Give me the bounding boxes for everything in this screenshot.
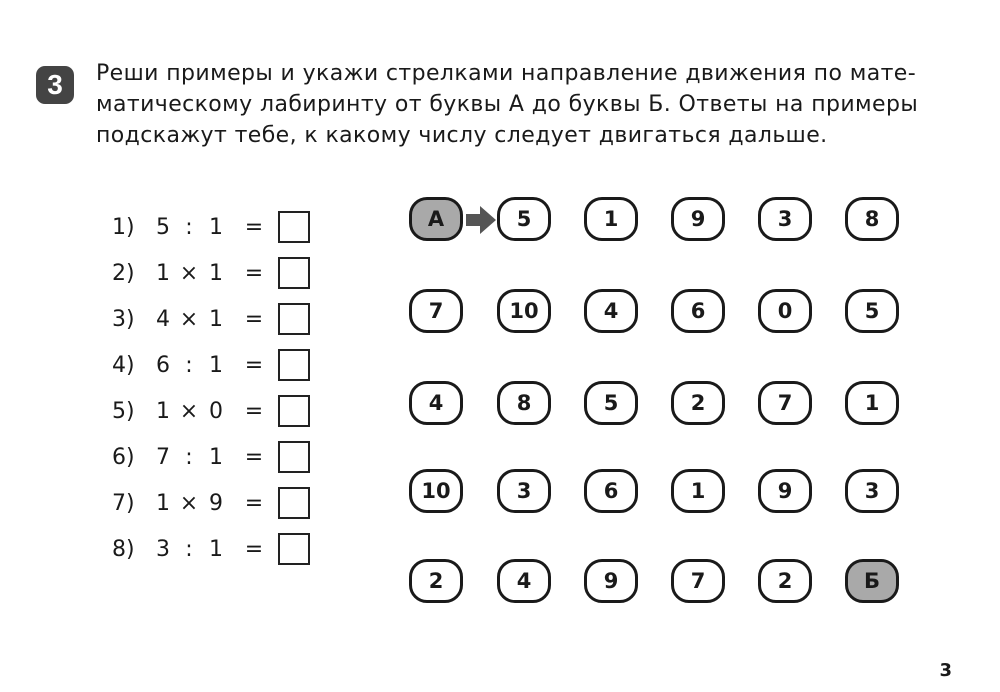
- maze-cell: 2: [758, 559, 812, 603]
- operand-b: 1: [209, 444, 223, 470]
- maze-start-cell: А: [409, 197, 463, 241]
- maze-cell: 6: [584, 469, 638, 513]
- maze-cell: 5: [845, 289, 899, 333]
- maze-cell: 3: [497, 469, 551, 513]
- operator: :: [185, 444, 193, 470]
- answer-box[interactable]: [278, 257, 310, 289]
- maze-cell: 7: [671, 559, 725, 603]
- task-instruction: [96, 58, 966, 151]
- maze-cell: 2: [671, 381, 725, 425]
- operand-a: 3: [156, 536, 170, 562]
- problem-number: 6): [112, 444, 135, 470]
- maze-cell: 8: [497, 381, 551, 425]
- maze-cell: 9: [671, 197, 725, 241]
- maze-cell: 1: [584, 197, 638, 241]
- operator: ×: [179, 398, 199, 424]
- operand-b: 1: [209, 536, 223, 562]
- instruction-line: подскажут тебе, к какому числу следует двигаться дальше.: [96, 123, 828, 148]
- operator: :: [185, 214, 193, 240]
- maze-cell: 6: [671, 289, 725, 333]
- maze-end-cell: Б: [845, 559, 899, 603]
- answer-box[interactable]: [278, 349, 310, 381]
- operator: ×: [179, 260, 199, 286]
- maze-cell: 5: [584, 381, 638, 425]
- operand-a: 5: [156, 214, 170, 240]
- maze-cell: 5: [497, 197, 551, 241]
- operator: :: [185, 352, 193, 378]
- equals-sign: =: [244, 398, 264, 424]
- maze-cell: 8: [845, 197, 899, 241]
- maze-cell: 10: [409, 469, 463, 513]
- problem-number: 2): [112, 260, 135, 286]
- problem-number: 8): [112, 536, 135, 562]
- operand-b: 1: [209, 260, 223, 286]
- maze-cell: 4: [497, 559, 551, 603]
- start-arrow-icon: [466, 206, 496, 234]
- equals-sign: =: [244, 306, 264, 332]
- operand-b: 1: [209, 306, 223, 332]
- maze-cell: 10: [497, 289, 551, 333]
- operand-a: 4: [156, 306, 170, 332]
- operator: :: [185, 536, 193, 562]
- problem-number: 5): [112, 398, 135, 424]
- operator: ×: [179, 490, 199, 516]
- maze-cell: 3: [758, 197, 812, 241]
- operator: ×: [179, 306, 199, 332]
- problem-number: 1): [112, 214, 135, 240]
- maze-cell: 4: [584, 289, 638, 333]
- answer-box[interactable]: [278, 487, 310, 519]
- equals-sign: =: [244, 260, 264, 286]
- operand-a: 6: [156, 352, 170, 378]
- maze-cell: 9: [758, 469, 812, 513]
- operand-b: 9: [209, 490, 223, 516]
- equals-sign: =: [244, 536, 264, 562]
- operand-a: 1: [156, 398, 170, 424]
- maze-cell: 7: [758, 381, 812, 425]
- equals-sign: =: [244, 214, 264, 240]
- maze-cell: 2: [409, 559, 463, 603]
- equals-sign: =: [244, 444, 264, 470]
- equals-sign: =: [244, 352, 264, 378]
- answer-box[interactable]: [278, 395, 310, 427]
- operand-a: 7: [156, 444, 170, 470]
- operand-a: 1: [156, 260, 170, 286]
- operand-b: 1: [209, 214, 223, 240]
- maze-cell: 4: [409, 381, 463, 425]
- instruction-line: матическому лабиринту от буквы А до буквы Б. Ответы на примеры: [96, 92, 919, 117]
- answer-box[interactable]: [278, 533, 310, 565]
- maze-cell: 3: [845, 469, 899, 513]
- equals-sign: =: [244, 490, 264, 516]
- maze-cell: 7: [409, 289, 463, 333]
- problem-number: 3): [112, 306, 135, 332]
- operand-b: 0: [209, 398, 223, 424]
- problem-number: 7): [112, 490, 135, 516]
- answer-box[interactable]: [278, 441, 310, 473]
- task-number-badge: 3: [36, 66, 74, 104]
- maze-cell: 1: [671, 469, 725, 513]
- maze-cell: 9: [584, 559, 638, 603]
- page-number: 3: [939, 660, 952, 681]
- operand-a: 1: [156, 490, 170, 516]
- answer-box[interactable]: [278, 303, 310, 335]
- instruction-line: Реши примеры и укажи стрелками направление движения по мате-: [96, 61, 917, 86]
- maze-cell: 0: [758, 289, 812, 333]
- problem-number: 4): [112, 352, 135, 378]
- operand-b: 1: [209, 352, 223, 378]
- maze-cell: 1: [845, 381, 899, 425]
- answer-box[interactable]: [278, 211, 310, 243]
